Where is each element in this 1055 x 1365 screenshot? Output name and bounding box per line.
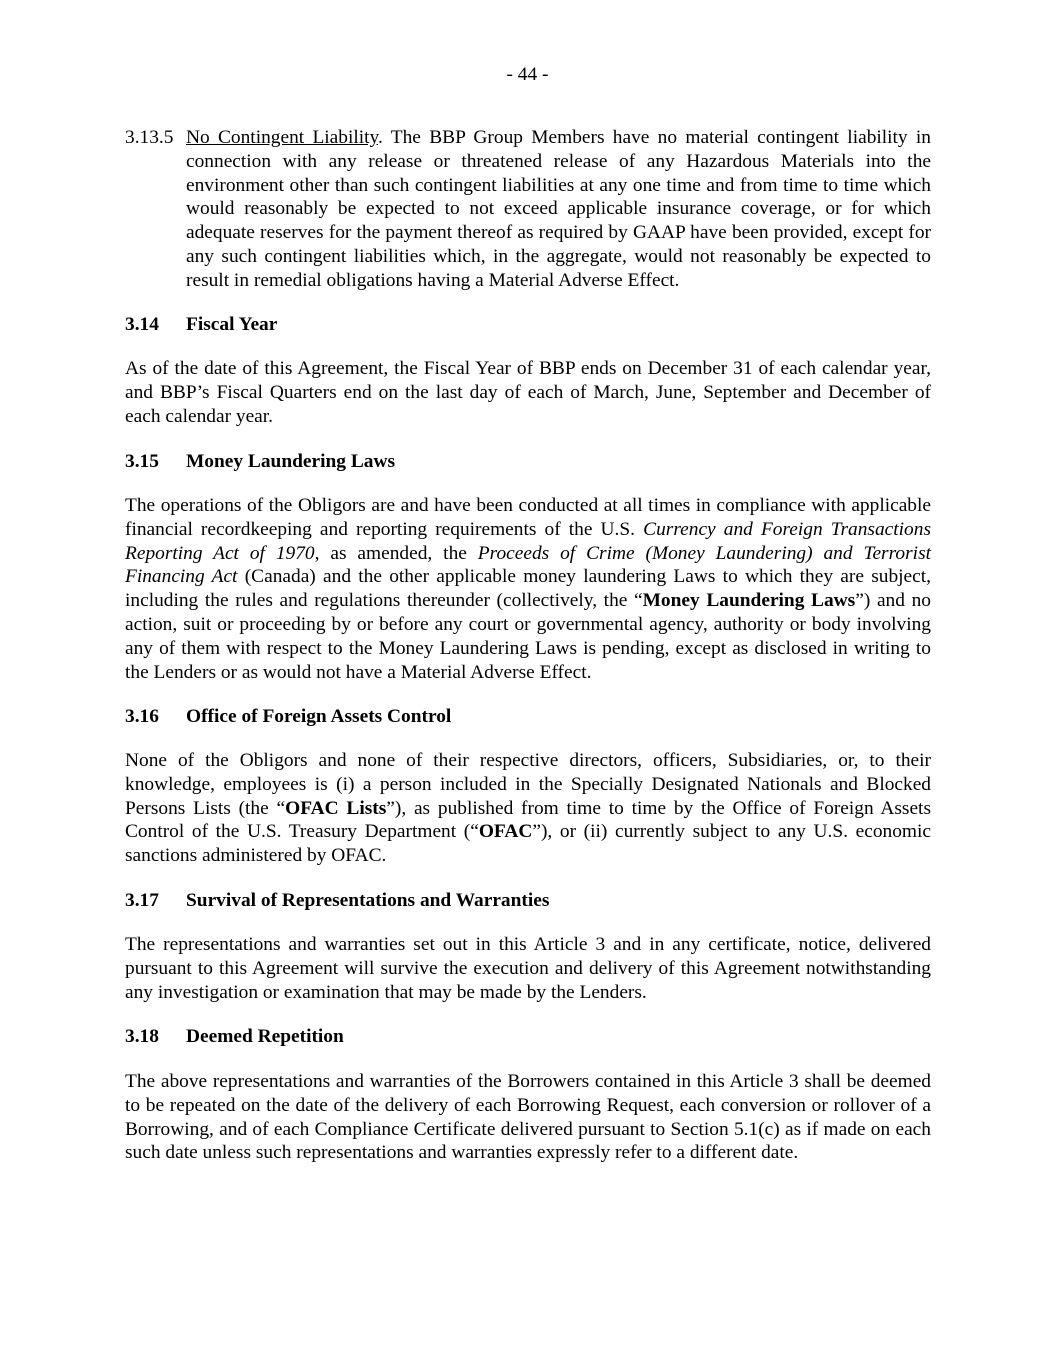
section-paragraph-3-16	[125, 749, 931, 868]
section-body	[186, 126, 931, 293]
section-heading-3-17	[125, 889, 931, 913]
section-paragraph-3-15	[125, 494, 931, 684]
section-number: 3.15	[125, 451, 159, 472]
section-heading-3-14	[125, 313, 931, 337]
act-name-proceeds: Proceeds of Crime (Money Laundering) and Terrorist Financing Act	[125, 542, 931, 588]
section-number: 3.18	[125, 1026, 159, 1047]
section-title: Survival of Representations and Warranties	[186, 890, 550, 911]
paragraph-text: The operations of the Obligors are and have been conducted at all times in compliance with applicable financial recordkeeping and reporting requirements of the U.S.	[125, 495, 931, 540]
section-heading-3-15	[125, 450, 931, 474]
section-number: 3.17	[125, 890, 159, 911]
paragraph-text: None of the Obligors and none of their respective directors, officers, Subsidiaries, or, to their knowledge, employees is (i) a person included in the Specially Designated Nationals and Blocked Persons Lists (the “	[125, 750, 931, 819]
section-number: 3.14	[125, 314, 159, 335]
section-title: Money Laundering Laws	[186, 451, 396, 472]
page-number: - 44 -	[506, 64, 549, 85]
section-heading-3-16	[125, 705, 931, 729]
act-name-currency: Currency and Foreign Transactions Reporting Act of 1970	[125, 518, 931, 564]
defined-term: OFAC	[478, 821, 533, 843]
section-heading-3-18	[125, 1025, 931, 1049]
section-title: No Contingent Liability	[186, 127, 378, 148]
defined-term: Money Laundering Laws	[642, 590, 856, 612]
section-title: Fiscal Year	[186, 314, 278, 335]
section-paragraph-3-18: The above representations and warranties of the Borrowers contained in this Article 3 shall be deemed to be repeated on the date of the delivery of each Borrowing Request, each conversion or rollover of a Borrowing, and of each Compliance Certificate delivered pursuant to Section 5.1(c) as if made on each such date unless such representations and warranties expressly refer to a different date.	[125, 1071, 931, 1164]
section-paragraph-3-14: As of the date of this Agreement, the Fiscal Year of BBP ends on December 31 of each calendar year, and BBP’s Fiscal Quarters end on the last day of each of March, June, September and December of each calendar year.	[125, 358, 931, 427]
paragraph-text: ”) and no action, suit or proceeding by or before any court or governmental agency, authority or body involving any of them with respect to the Money Laundering Laws is pending, except as disclosed in writing to the Lenders or as would not have a Material Adverse Effect.	[125, 590, 931, 683]
defined-term: OFAC Lists	[285, 797, 387, 819]
paragraph-text: ”), or (ii) currently subject to any U.S. economic sanctions administered by OFAC.	[125, 821, 931, 867]
paragraph-text: , as amended, the	[314, 542, 478, 564]
section-paragraph-3-17: The representations and warranties set out in this Article 3 and in any certificate, notice, delivered pursuant to this Agreement will survive the execution and delivery of this Agreement notwithstanding any investigation or examination that may be made by the Lenders.	[125, 934, 931, 1003]
paragraph-text: (Canada) and the other applicable money laundering Laws to which they are subject, including the rules and regulations thereunder (collectively, the “	[125, 566, 931, 612]
section-3-13-5	[125, 126, 931, 293]
section-title: Office of Foreign Assets Control	[186, 706, 452, 727]
section-title: Deemed Repetition	[186, 1026, 344, 1047]
section-text: . The BBP Group Members have no material contingent liability in connection with any release or threatened release of any Hazardous Materials into the environment other than such contingent liabilities at any one time and from time to time which would reasonably be expected to not exceed applicable insurance coverage, or for which adequate reserves for the payment thereof as required by GAAP have been provided, except for any such contingent liabilities which, in the aggregate, would not reasonably be expected to result in remedial obligations having a Material Adverse Effect.	[186, 127, 932, 291]
section-number: 3.13.5	[125, 127, 174, 148]
section-number: 3.16	[125, 706, 159, 727]
paragraph-text: ”), as published from time to time by the Office of Foreign Assets Control of the U.S. Treasury Department (“	[125, 797, 931, 843]
